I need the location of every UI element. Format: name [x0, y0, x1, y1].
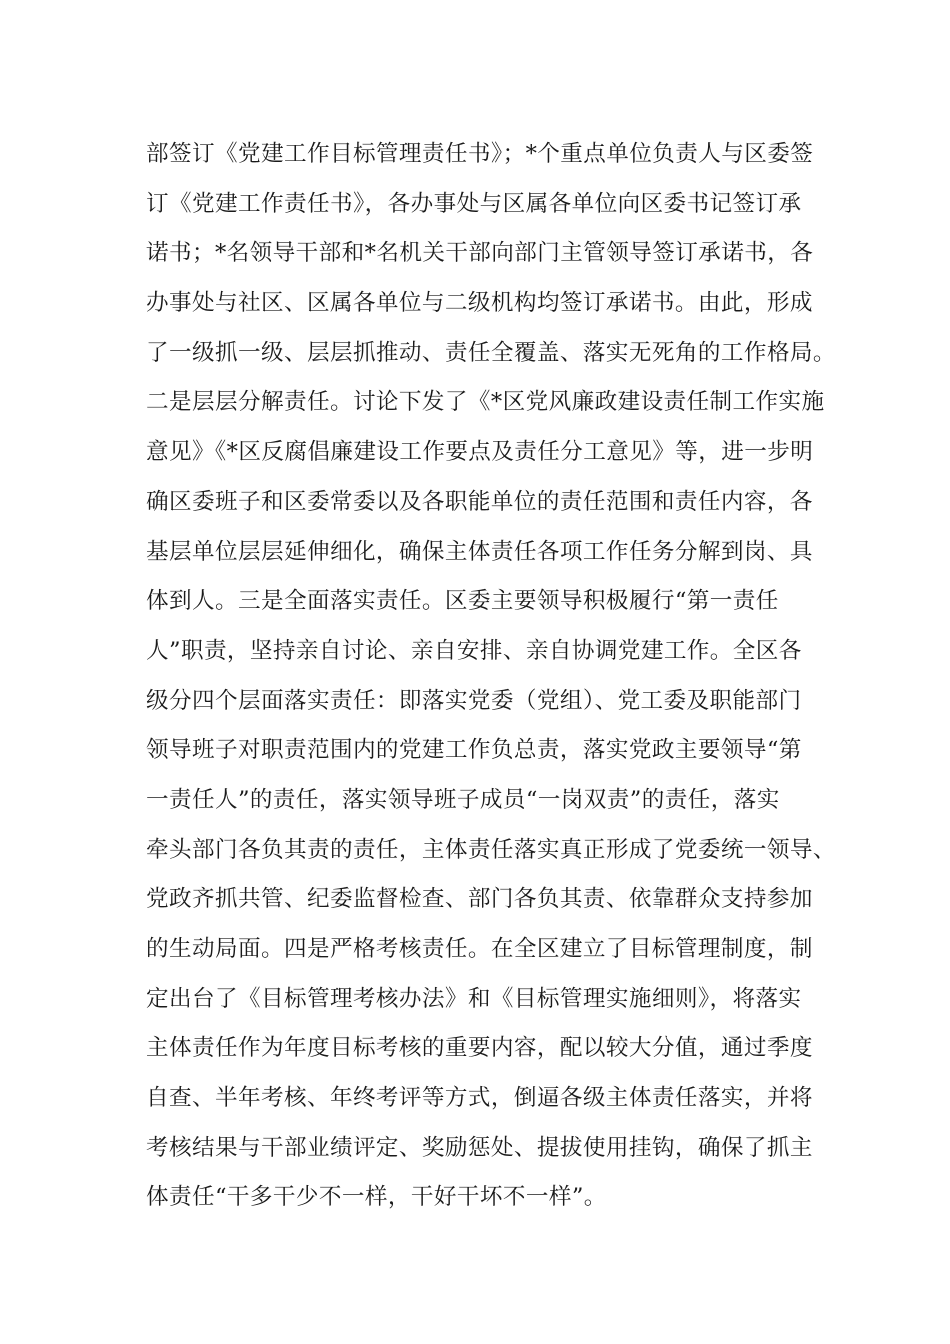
text-line: 部签订《党建工作目标管理责任书》；*个重点单位负责人与区委签	[146, 141, 814, 167]
body-paragraph	[146, 130, 836, 1223]
text-line: 牵头部门各负其责的责任，主体责任落实真正形成了党委统一领导、	[146, 836, 836, 863]
text-line: 了一级抓一级、层层抓推动、责任全覆盖、落实无死角的工作格局。	[146, 339, 836, 366]
text-line: 领导班子对职责范围内的党建工作负总责，落实党政主要领导“第	[146, 737, 802, 764]
text-line: 考核结果与干部业绩评定、奖励惩处、提拔使用挂钩，确保了抓主	[146, 1134, 813, 1161]
text-line: 定出台了《目标管理考核办法》和《目标管理实施细则》，将落实	[146, 985, 802, 1012]
text-line: 主体责任作为年度目标考核的重要内容，配以较大分值，通过季度	[146, 1035, 813, 1062]
text-line: 人”职责，坚持亲自讨论、亲自安排、亲自协调党建工作。全区各	[146, 637, 802, 664]
text-line: 自查、半年考核、年终考评等方式，倒逼各级主体责任落实，并将	[146, 1085, 813, 1112]
text-line: 二是层层分解责任。讨论下发了《*区党风廉政建设责任制工作实施	[146, 389, 825, 416]
text-line: 诺书；*名领导干部和*名机关干部向部门主管领导签订承诺书，各	[146, 240, 814, 267]
text-line: 意见》《*区反腐倡廉建设工作要点及责任分工意见》等，进一步明	[146, 439, 814, 466]
text-line: 基层单位层层延伸细化，确保主体责任各项工作任务分解到岗、具	[146, 538, 813, 565]
text-line: 办事处与社区、区属各单位与二级机构均签订承诺书。由此，形成	[146, 290, 813, 317]
text-line: 确区委班子和区委常委以及各职能单位的责任范围和责任内容，各	[146, 488, 813, 515]
text-line: 体责任“干多干少不一样，干好干坏不一样”。	[146, 1184, 607, 1211]
text-line: 的生动局面。四是严格考核责任。在全区建立了目标管理制度，制	[146, 936, 813, 962]
text-line: 订《党建工作责任书》，各办事处与区属各单位向区委书记签订承	[146, 190, 802, 217]
text-line: 一责任人”的责任，落实领导班子成员“一岗双责”的责任，落实	[146, 786, 780, 813]
text-line: 级分四个层面落实责任：即落实党委（党组）、党工委及职能部门	[146, 687, 802, 714]
text-line: 体到人。三是全面落实责任。区委主要领导积极履行“第一责任	[146, 588, 779, 615]
text-line: 党政齐抓共管、纪委监督检查、部门各负其责、依靠群众支持参加	[146, 886, 813, 913]
